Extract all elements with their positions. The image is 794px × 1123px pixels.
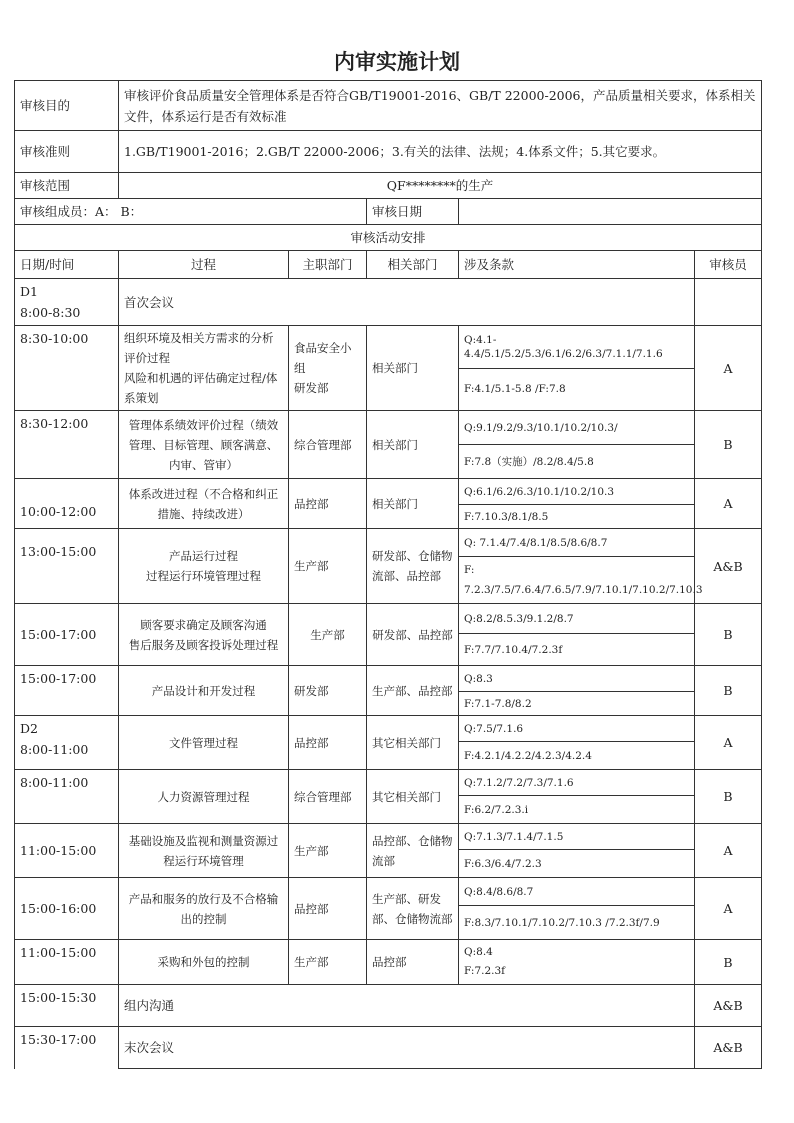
purpose-label: 审核目的 [15,81,119,131]
time-slot: 15:00-16:00 [15,878,119,940]
auditor-cell: A [695,878,762,940]
clause-q: Q:8.3 [459,666,695,692]
clause-f: F:7.1-7.8/8.2 [459,692,695,716]
related-dept: 其它相关部门 [367,716,459,770]
header-row [15,251,762,279]
table-row [15,411,762,445]
related-dept: 研发部、品控部 [367,604,459,666]
process-name: 产品运行过程 过程运行环境管理过程 [119,529,289,604]
purpose-value: 审核评价食品质量安全管理体系是否符合GB/T19001-2016、GB/T 22000-2006，产品质量相关要求，体系相关文件，体系运行是否有效标准 [119,81,762,131]
auditor-cell: A [695,716,762,770]
process-name: 采购和外包的控制 [119,940,289,985]
time-slot: 8:00-11:00 [15,770,119,824]
table-row [15,824,762,850]
main-dept: 生产部 [289,940,367,985]
clause-q: Q:8.4 [464,946,493,958]
main-dept: 食品安全小组 研发部 [289,326,367,411]
related-dept: 相关部门 [367,479,459,529]
process-name: 体系改进过程（不合格和纠正措施、持续改进） [119,479,289,529]
process-name: 组内沟通 [119,985,695,1027]
auditor-cell: B [695,604,762,666]
clause-f: F:6.2/7.2.3.i [459,796,695,824]
table-row [15,479,762,505]
auditor-cell: B [695,940,762,985]
auditor-cell: B [695,666,762,716]
day-label: D2 [20,721,38,736]
header-clauses: 涉及条款 [459,251,695,279]
table-row [15,529,762,557]
auditor-cell: B [695,770,762,824]
auditor-cell: A [695,326,762,411]
related-dept: 其它相关部门 [367,770,459,824]
time-slot: 11:00-15:00 [15,824,119,878]
time-slot: 15:00-17:00 [15,604,119,666]
process-name: 组织环境及相关方需求的分析评价过程 风险和机遇的评估确定过程/体系策划 [119,326,289,411]
process-name: 首次会议 [119,279,695,326]
audit-date-value [459,199,762,225]
auditor-cell: A&B [695,985,762,1027]
time-slot: 8:30-10:00 [15,326,119,411]
header-main-dept: 主职部门 [289,251,367,279]
time-slot: 8:00-11:00 [20,742,89,757]
process-name: 顾客要求确定及顾客沟通 售后服务及顾客投诉处理过程 [119,604,289,666]
criteria-label: 审核准则 [15,131,119,173]
process-name: 管理体系绩效评价过程（绩效管理、目标管理、顾客满意、内审、管审） [119,411,289,479]
related-dept: 生产部、品控部 [367,666,459,716]
related-dept: 研发部、仓储物流部、品控部 [367,529,459,604]
table-row [15,604,762,634]
auditor-cell: A [695,479,762,529]
main-dept: 生产部 [289,529,367,604]
process-name: 基础设施及监视和测量资源过程运行环境管理 [119,824,289,878]
process-name: 产品和服务的放行及不合格输出的控制 [119,878,289,940]
table-row [15,770,762,796]
clause-f: F:7.2.3f [464,965,506,977]
time-slot: 15:00-15:30 [15,985,119,1027]
process-name: 末次会议 [119,1027,695,1069]
clause-q: Q:7.1.2/7.2/7.3/7.1.6 [459,770,695,796]
main-dept: 研发部 [289,666,367,716]
main-dept: 品控部 [289,878,367,940]
main-dept: 品控部 [289,479,367,529]
clause-q: Q:7.5/7.1.6 [459,716,695,742]
header-datetime: 日期/时间 [15,251,119,279]
related-dept: 品控部、仓储物流部 [367,824,459,878]
time-slot: 8:00-8:30 [20,305,81,320]
table-row [15,878,762,906]
table-row [15,1027,762,1069]
table-row [15,985,762,1027]
clause-f: F:4.1/5.1-5.8 /F:7.8 [459,368,695,411]
time-slot: 8:30-12:00 [15,411,119,479]
clause-q: Q:7.1.3/7.1.4/7.1.5 [459,824,695,850]
time-slot: 10:00-12:00 [15,479,119,529]
main-dept: 综合管理部 [289,770,367,824]
main-dept: 品控部 [289,716,367,770]
process-name: 文件管理过程 [119,716,289,770]
process-name: 产品设计和开发过程 [119,666,289,716]
auditor-cell: A&B [695,1027,762,1069]
day-label: D1 [20,284,38,299]
main-dept: 生产部 [289,604,367,666]
clause-f: F:7.8（实施）/8.2/8.4/5.8 [459,445,695,479]
related-dept: 生产部、研发部、仓储物流部 [367,878,459,940]
clause-f: F:7.10.3/8.1/8.5 [459,505,695,529]
clause-q: Q:9.1/9.2/9.3/10.1/10.2/10.3/ [459,411,695,445]
audit-date-label: 审核日期 [367,199,459,225]
team-members: 审核组成员：A： B： [15,199,367,225]
audit-plan-table [14,80,762,1069]
table-row [15,940,762,985]
time-slot: 15:30-17:00 [15,1027,119,1069]
table-row [15,326,762,369]
clause-q: Q:8.4/8.6/8.7 [459,878,695,906]
time-slot: 11:00-15:00 [15,940,119,985]
header-related-dept: 相关部门 [367,251,459,279]
clause-q: Q:8.2/8.5.3/9.1.2/8.7 [459,604,695,634]
auditor-cell [695,279,762,326]
auditor-cell: B [695,411,762,479]
schedule-title: 审核活动安排 [15,225,762,251]
clause-f: F:4.2.1/4.2.2/4.2.3/4.2.4 [459,742,695,770]
header-auditor: 审核员 [695,251,762,279]
clause-f: F:8.3/7.10.1/7.10.2/7.10.3 /7.2.3f/7.9 [459,906,695,940]
table-row [15,279,762,326]
auditor-cell: A&B [695,529,762,604]
clause-f: F:6.3/6.4/7.2.3 [459,850,695,878]
time-slot: 15:00-17:00 [15,666,119,716]
criteria-value: 1.GB/T19001-2016；2.GB/T 22000-2006；3.有关的法律、法规；4.体系文件；5.其它要求。 [119,131,762,173]
table-row [15,716,762,742]
main-dept: 综合管理部 [289,411,367,479]
clause-f: F: 7.2.3/7.5/7.6.4/7.6.5/7.9/7.10.1/7.10.2/7.10.3 [459,557,695,604]
scope-value: QF********的生产 [119,173,762,199]
time-slot: 13:00-15:00 [15,529,119,604]
related-dept: 相关部门 [367,326,459,411]
related-dept: 相关部门 [367,411,459,479]
process-name: 人力资源管理过程 [119,770,289,824]
auditor-cell: A [695,824,762,878]
main-dept: 生产部 [289,824,367,878]
table-row [15,666,762,692]
header-process: 过程 [119,251,289,279]
clause-q: Q:6.1/6.2/6.3/10.1/10.2/10.3 [459,479,695,505]
scope-label: 审核范围 [15,173,119,199]
page-title: 内审实施计划 [334,50,460,74]
clause-f: F:7.7/7.10.4/7.2.3f [459,634,695,666]
clause-q: Q: 7.1.4/7.4/8.1/8.5/8.6/8.7 [459,529,695,557]
clause-q: Q:4.1-4.4/5.1/5.2/5.3/6.1/6.2/6.3/7.1.1/7.1.6 [459,326,695,369]
related-dept: 品控部 [367,940,459,985]
